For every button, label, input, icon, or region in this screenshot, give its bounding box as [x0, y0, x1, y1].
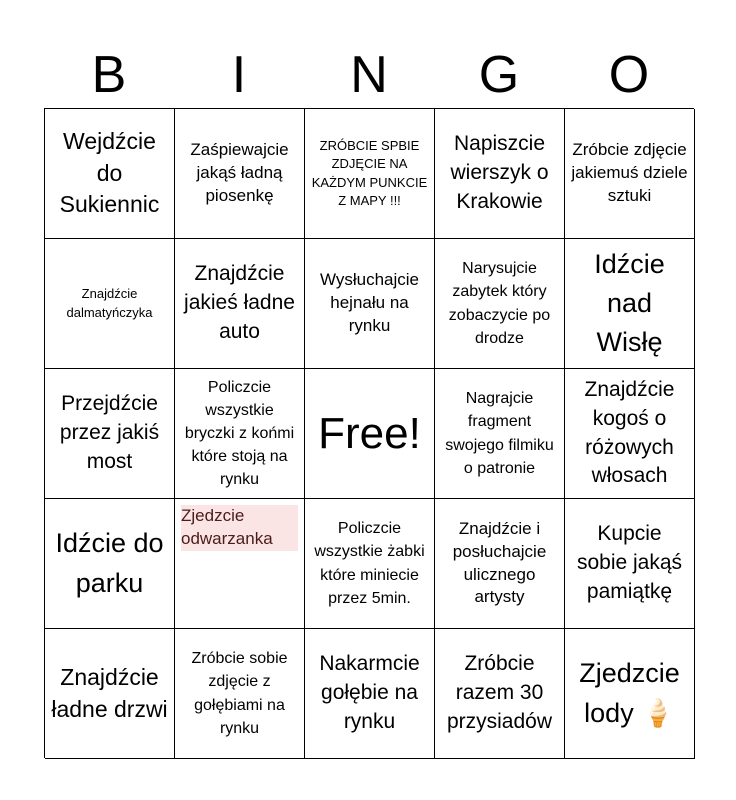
bingo-cell[interactable] — [175, 239, 305, 369]
bingo-cell[interactable] — [435, 629, 565, 759]
bingo-cell[interactable] — [305, 109, 435, 239]
bingo-card — [44, 108, 694, 758]
header-letter-n: N — [350, 46, 388, 104]
bingo-cell[interactable] — [305, 629, 435, 759]
bingo-cell-text: Policzcie wszystkie bryczki z końmi które stoją na rynku — [184, 378, 295, 489]
bingo-cell[interactable] — [565, 499, 695, 629]
bingo-cell-text: Znajdźcie jakieś ładne auto — [184, 262, 295, 343]
bingo-cell-text: Free! — [318, 408, 421, 458]
bingo-cell-text: Zjedzcie odwarzanka — [181, 505, 298, 551]
bingo-cell-text: Wejdźcie do Sukiennic — [59, 127, 160, 218]
bingo-cell-text: Znajdźcie kogoś o różowych włosach — [584, 377, 675, 488]
bingo-cell-text: Policzcie wszystkie żabki które miniecie przez 5min. — [314, 520, 425, 607]
bingo-cell-text: Idźcie nad Wisłę — [594, 248, 665, 358]
bingo-cell-text: Narysujcie zabytek który zobaczycie po drodze — [448, 260, 551, 347]
bingo-cell[interactable] — [175, 629, 305, 759]
bingo-cell[interactable] — [45, 499, 175, 629]
bingo-header — [44, 44, 694, 106]
bingo-cell[interactable] — [435, 369, 565, 499]
bingo-cell-text: Zaśpiewajcie jakąś ładną piosenkę — [190, 140, 289, 205]
bingo-cell-free[interactable] — [305, 369, 435, 499]
bingo-cell[interactable] — [45, 629, 175, 759]
bingo-cell-text: Idźcie do parku — [55, 528, 164, 598]
header-letter-b: B — [91, 46, 127, 104]
bingo-cell-text: Znajdźcie dalmatyńczyka — [66, 286, 153, 320]
header-letter-o: O — [608, 46, 650, 104]
bingo-cell-text: Napiszcie wierszyk o Krakowie — [450, 132, 549, 213]
bingo-cell-text: Nagrajcie fragment swojego filmiku o patronie — [445, 390, 554, 477]
bingo-cell-text: Nakarmcie gołębie na rynku — [319, 652, 420, 733]
bingo-cell[interactable] — [435, 499, 565, 629]
bingo-cell-text: Zróbcie razem 30 przysiadów — [446, 652, 553, 733]
bingo-cell[interactable] — [175, 109, 305, 239]
bingo-cell[interactable] — [565, 109, 695, 239]
bingo-cell[interactable] — [175, 499, 305, 629]
bingo-cell[interactable] — [175, 369, 305, 499]
bingo-cell-text: Przejdźcie przez jakiś most — [59, 392, 160, 473]
bingo-cell[interactable] — [45, 109, 175, 239]
bingo-cell[interactable] — [305, 499, 435, 629]
bingo-cell-text: Wysłuchajcie hejnału na rynku — [319, 270, 420, 335]
bingo-cell[interactable] — [435, 109, 565, 239]
bingo-cell[interactable] — [305, 239, 435, 369]
bingo-cell[interactable] — [45, 369, 175, 499]
header-letter-g: G — [478, 46, 520, 104]
bingo-cell[interactable] — [565, 239, 695, 369]
bingo-cell[interactable] — [565, 369, 695, 499]
bingo-cell[interactable] — [435, 239, 565, 369]
bingo-cell-text: Zróbcie zdjęcie jakiemuś dziele sztuki — [571, 140, 688, 205]
bingo-cell-text: Znajdźcie ładne drzwi — [51, 663, 168, 722]
bingo-cell-text: ZRÓBCIE SPBIE ZDJĘCIE NA KAŻDYM PUNKCIE Z MAPY !!! — [311, 138, 428, 208]
header-letter-i: I — [231, 46, 247, 104]
bingo-cell-text: Zjedzcie lody 🍦 — [579, 658, 680, 728]
bingo-cell-text: Kupcie sobie jakąś pamiątkę — [576, 522, 683, 603]
bingo-cell[interactable] — [565, 629, 695, 759]
bingo-cell[interactable] — [45, 239, 175, 369]
bingo-cell-text: Zróbcie sobie zdjęcie z gołębiami na rynku — [191, 650, 288, 737]
bingo-cell-text: Znajdźcie i posłuchajcie ulicznego artysty — [452, 518, 547, 607]
